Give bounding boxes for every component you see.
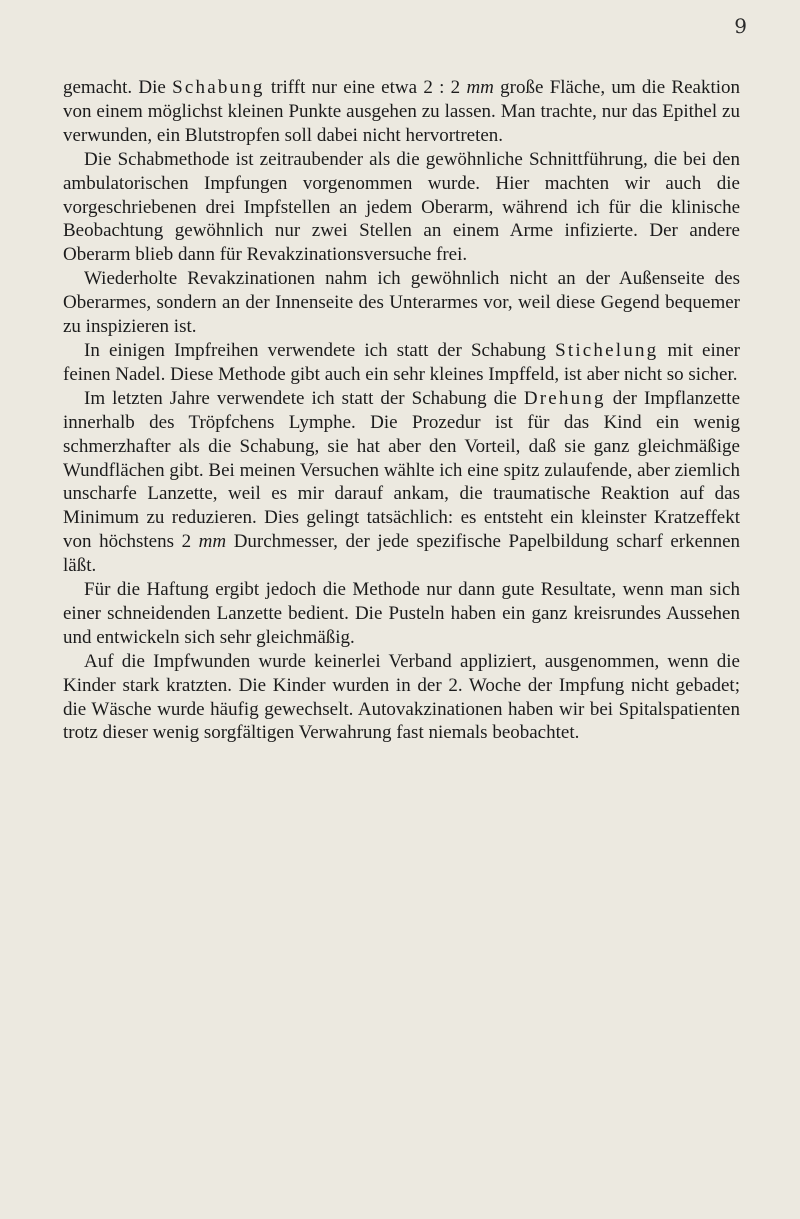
text-run: Auf die Impfwunden wurde keinerlei Verband appliziert, ausgenommen, wenn die Kinder stark kratzten. Die Kinder wurden in der 2. Woche der Impfung nicht gebadet; die Wäsche wurde häufig gewechselt. Autovakzinationen haben wir bei Spitalspatienten trotz dieser wenig sorgfältigen Verwahrung fast niemals beobachtet. — [63, 650, 740, 744]
text-run: große Fläche, um die Reaktion von einem möglichst kleinen Punkte ausgehen zu lassen. Man trachte, nur das Epithel zu verwunden, ein Blutstropfen soll dabei nicht hervortreten. — [63, 77, 741, 146]
paragraph — [63, 387, 740, 578]
emphasized-term: Drehung — [523, 387, 606, 409]
unit-text: mm — [198, 531, 227, 553]
text-run: Die Schabmethode ist zeitraubender als die gewöhnliche Schnittführung, die bei den ambulatorischen Impfungen vorgenommen wurde. Hier machten wir auch die vorgeschriebenen drei Impfstellen an jedem Oberarm, während ich für die klinische Beobachtung gewöhnlich nur zwei Stellen an einem Arme infizierte. Der andere Oberarm blieb dann für Revakzinationsversuche frei. — [63, 148, 740, 266]
text-run: mit einer feinen Nadel. Diese Methode gibt auch ein sehr kleines Impffeld, ist aber nicht so sicher. — [63, 339, 740, 385]
paragraph — [63, 650, 740, 746]
unit-text: mm — [466, 77, 494, 98]
paragraph — [63, 578, 740, 650]
paragraph — [63, 76, 740, 148]
text-run: trifft nur eine etwa 2 : 2 — [264, 77, 467, 98]
text-run: der Impflanzette innerhalb des Tröpfchens Lymphe. Die Prozedur ist für das Kind ein wenig schmerzhafter als die Schabung, sie hat aber den Vorteil, daß sie ganz gleichmäßige Wundflächen gibt. Bei meinen Versuchen wählte ich eine spitz zulaufende, aber ziemlich unscharfe Lanzette, weil es mir darauf ankam, die traumatische Reaktion auf das Minimum zu reduzieren. Dies gelingt tatsächlich: es entsteht ein kleinster Kratzeffekt von höchstens 2 — [63, 387, 740, 553]
emphasized-term: Schabung — [172, 77, 265, 98]
text-run: Im letzten Jahre verwendete ich statt der Schabung die — [84, 387, 524, 409]
paragraph — [63, 267, 740, 339]
emphasized-term: Stichelung — [555, 339, 659, 361]
paragraph — [63, 339, 740, 387]
text-run: In einigen Impfreihen verwendete ich statt der Schabung — [84, 339, 556, 361]
text-run: Wiederholte Revakzinationen nahm ich gewöhnlich nicht an der Außenseite des Oberarmes, sondern an der Innenseite des Unterarmes vor, weil diese Gegend bequemer zu inspizieren ist. — [63, 268, 740, 338]
page-number: 9 — [734, 14, 747, 38]
paragraph — [63, 148, 740, 268]
text-run: gemacht. Die — [63, 77, 173, 98]
text-run: Für die Haftung ergibt jedoch die Methode nur dann gute Resultate, wenn man sich einer schneidenden Lanzette bedient. Die Pusteln haben ein ganz kreisrundes Aussehen und entwickeln sich sehr gleichmäßig. — [63, 579, 740, 648]
body-text — [63, 76, 740, 745]
text-run: Durchmesser, der jede spezifische Papelbildung scharf erkennen läßt. — [63, 531, 741, 577]
